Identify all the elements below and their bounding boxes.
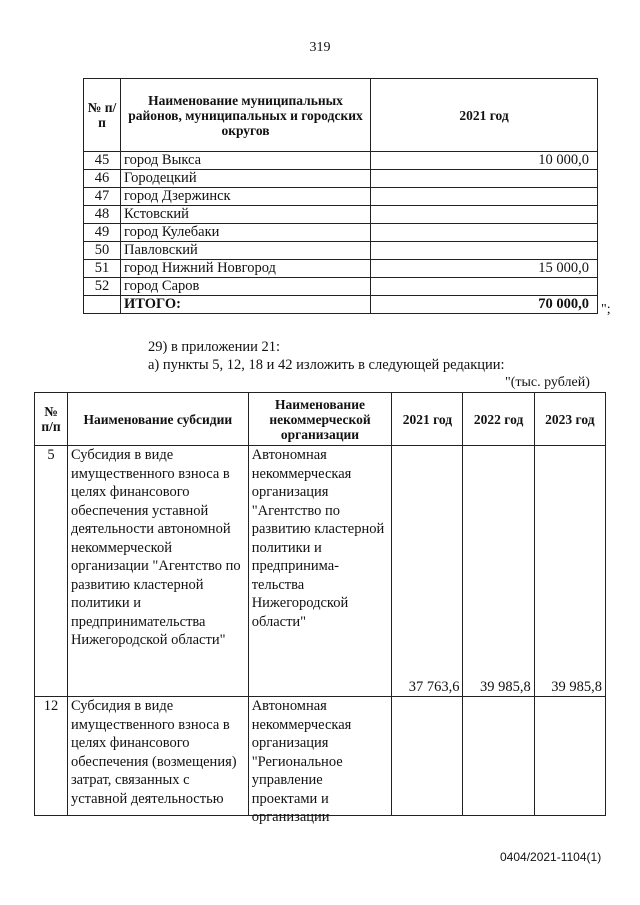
row-value: 15 000,0 (371, 260, 598, 278)
row-num: 50 (84, 242, 121, 260)
row-num: 12 (35, 697, 68, 816)
row-value-2022 (463, 697, 534, 816)
row-value (371, 188, 598, 206)
total-row (84, 296, 598, 314)
row-value-2022: 39 985,8 (463, 446, 534, 697)
table-row (84, 260, 598, 278)
row-num: 47 (84, 188, 121, 206)
table-row (84, 206, 598, 224)
subsidy-table (34, 392, 606, 825)
row-name: Городецкий (121, 170, 371, 188)
table-row (84, 152, 598, 170)
header-year-2023: 2023 год (534, 393, 605, 446)
row-num: 45 (84, 152, 121, 170)
document-code: 0404/2021-1104(1) (500, 850, 602, 864)
table-row (84, 224, 598, 242)
row-value (371, 224, 598, 242)
header-year-2021: 2021 год (392, 393, 463, 446)
header-num: № п/п (84, 79, 121, 152)
paragraph-item-29: 29) в приложении 21: (148, 339, 281, 355)
table-row (84, 188, 598, 206)
row-value-2023 (534, 697, 605, 816)
row-num: 5 (35, 446, 68, 697)
row-value-2021 (392, 697, 463, 816)
row-name: город Кулебаки (121, 224, 371, 242)
row-value (371, 206, 598, 224)
total-num-cell (84, 296, 121, 314)
table-row (84, 242, 598, 260)
row-value (371, 278, 598, 296)
table-row (84, 170, 598, 188)
header-organization: Наименование некоммерческой организации (248, 393, 392, 446)
header-num: № п/п (35, 393, 68, 446)
row-num: 49 (84, 224, 121, 242)
row-num: 46 (84, 170, 121, 188)
header-year-2021: 2021 год (371, 79, 598, 152)
row-name: город Выкса (121, 152, 371, 170)
row-subsidy: Субсидия в виде имущественного взноса в целях финансового обеспечения уставной деятельности автономной некоммерческой организации "Агентство по развитию кластерной политики и предпринимательства Нижегородской области" (67, 446, 248, 697)
row-name: город Дзержинск (121, 188, 371, 206)
table-row (35, 446, 606, 697)
municipal-allocation-table (83, 78, 598, 314)
row-name: Павловский (121, 242, 371, 260)
row-name: город Нижний Новгород (121, 260, 371, 278)
row-organization: Автономная некоммерческая организация "Агентство по развитию кластерной политики и предпринима-тельства Нижегородской области" (248, 446, 392, 697)
row-subsidy-cell (67, 697, 248, 816)
row-num: 48 (84, 206, 121, 224)
row-value-2021: 37 763,6 (392, 446, 463, 697)
table-header-row (84, 79, 598, 152)
table-row (84, 278, 598, 296)
row-organization-cell (248, 697, 392, 825)
row-name: Кстовский (121, 206, 371, 224)
total-label: ИТОГО: (121, 296, 371, 314)
header-municipality: Наименование муниципальных районов, муниципальных и городских округов (121, 79, 371, 152)
paragraph-subitem-a: а) пункты 5, 12, 18 и 42 изложить в следующей редакции: (148, 357, 505, 373)
table-header-row (35, 393, 606, 446)
row-num: 51 (84, 260, 121, 278)
page-number: 319 (309, 40, 331, 55)
row-num: 52 (84, 278, 121, 296)
unit-note: "(тыс. рублей) (505, 375, 590, 390)
closing-quote: "; (601, 302, 611, 317)
total-value: 70 000,0 (371, 296, 598, 314)
row-subsidy: Субсидия в виде имущественного взноса в целях финансового обеспечения (возмещения) затрат, связанных с уставной деятельностью (70, 698, 237, 807)
row-value (371, 170, 598, 188)
header-subsidy: Наименование субсидии (67, 393, 248, 446)
row-organization: Автономная некоммерческая организация "Региональное управление проектами и организации (251, 698, 352, 825)
row-value: 10 000,0 (371, 152, 598, 170)
row-name: город Саров (121, 278, 371, 296)
row-value-2023: 39 985,8 (534, 446, 605, 697)
table-row (35, 697, 606, 816)
header-year-2022: 2022 год (463, 393, 534, 446)
row-value (371, 242, 598, 260)
